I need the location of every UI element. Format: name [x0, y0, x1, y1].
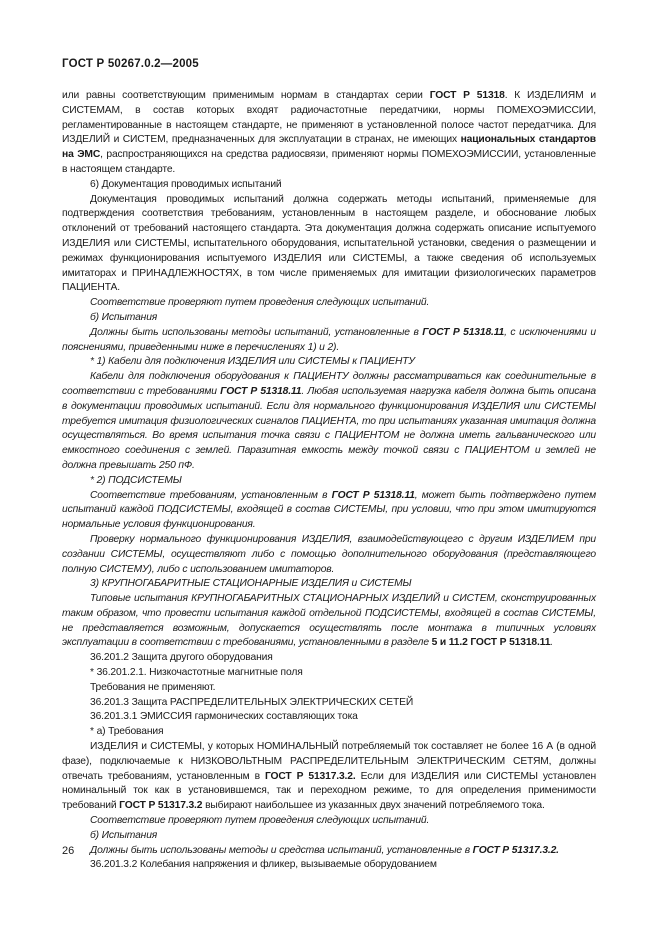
- paragraph: Проверку нормального функционирования ИЗДЕЛИЯ, взаимодействующего с другим ИЗДЕЛИЕМ при создании СИСТЕМЫ, осуществляют либо с помощью дополнительного оборудования (представляющего полную СИСТЕМУ), либо с использованием имитаторов.: [62, 533, 596, 575]
- standard-ref: ГОСТ Р 51318.11: [331, 489, 415, 501]
- paragraph: Требования не применяют.: [90, 681, 216, 693]
- standard-ref: 5 и 11.2 ГОСТ Р 51318.11: [431, 637, 551, 649]
- list-item: 3) КРУПНОГАБАРИТНЫЕ СТАЦИОНАРНЫЕ ИЗДЕЛИЯ и СИСТЕМЫ: [90, 578, 412, 590]
- section-heading: 36.201.3.2 Колебания напряжения и фликер, вызываемые оборудованием: [90, 859, 437, 871]
- paragraph: Соответствие требованиям, установленным в ГОСТ Р 51318.11, может быть подтверждено путем испытаний каждой ПОДСИСТЕМЫ, входящей в состав СИСТЕМЫ, при условии, что при этом имитируются нормальные условия функционирования.: [62, 489, 596, 531]
- section-heading: 36.201.3 Защита РАСПРЕДЕЛИТЕЛЬНЫХ ЭЛЕКТРИЧЕСКИХ СЕТЕЙ: [90, 696, 414, 708]
- paragraph: Документация проводимых испытаний должна содержать методы испытаний, применяемые для подтверждения соответствия требованиям, установленным в настоящем разделе, и обоснование любых отклонений от требований настоящего стандарта. Эта документация должна содержать описание испытуемого ИЗДЕЛИЯ или СИСТЕМЫ, испытательного оборудования, испытательной установки, сведения о размещении и режимах функционирования испытуемого ИЗДЕЛИЯ или СИСТЕМЫ, а также сведения об используемых имитаторах и ПРИНАДЛЕЖНОСТЯХ, в том числе применяемых для имитации физиологических параметров ПАЦИЕНТА.: [62, 193, 596, 294]
- list-item: б) Испытания: [90, 829, 158, 841]
- document-body: [62, 89, 596, 873]
- list-item: * а) Требования: [90, 726, 164, 738]
- paragraph: ИЗДЕЛИЯ и СИСТЕМЫ, у которых НОМИНАЛЬНЫЙ потребляемый ток составляет не более 16 А (в одной фазе), подключаемые к НИЗКОВОЛЬТНЫМ РАСПРЕДЕЛИТЕЛЬНЫМ ЭЛЕКТРИЧЕСКИМ СЕТЯМ, должны отвечать требованиям, установленным в ГОСТ Р 51317.3.2. Если для ИЗДЕЛИЯ или СИСТЕМЫ установлен номинальный ток как в установившемся, так и переходном режиме, то для определения применимости требований ГОСТ Р 51317.3.2 выбирают наибольшее из указанных двух значений потребляемого тока.: [62, 741, 596, 812]
- list-item: б) Испытания: [90, 311, 158, 323]
- compliance-note: Соответствие проверяют путем проведения следующих испытаний.: [90, 815, 430, 827]
- paragraph: Должны быть использованы методы испытаний, установленные в ГОСТ Р 51318.11, с исключениями и пояснениями, приведенными ниже в перечислениях 1) и 2).: [62, 326, 596, 353]
- standard-ref: ГОСТ Р 51318: [429, 90, 505, 101]
- list-item: * 1) Кабели для подключения ИЗДЕЛИЯ или СИСТЕМЫ к ПАЦИЕНТУ: [90, 356, 415, 368]
- section-heading: 36.201.2 Защита другого оборудования: [90, 652, 273, 664]
- standard-ref: ГОСТ Р 51318.11: [422, 326, 505, 338]
- document-header: ГОСТ Р 50267.0.2—2005: [62, 58, 199, 70]
- standard-ref: ГОСТ Р 51317.3.2: [119, 800, 203, 812]
- section-heading: * 36.201.2.1. Низкочастотные магнитные поля: [90, 667, 303, 679]
- standard-ref: ГОСТ Р 51318.11: [220, 385, 302, 397]
- paragraph: Кабели для подключения оборудования к ПАЦИЕНТУ должны рассматриваться как соединительные в соответствии с требованиями ГОСТ Р 51318.11. Любая используемая нагрузка кабеля должна быть описана в документации проводимых испытаний. Если для нормального функционирования ИЗДЕЛИЯ или СИСТЕМЫ требуется имитация физиологических сигналов ПАЦИЕНТА, то при испытаниях указанная имитация должна осуществляться. Во время испытания точка связи с ПАЦИЕНТОМ не должна иметь гальванического или емкостного соединения с землей. Паразитная емкость между точкой связи с ПАЦИЕНТОМ и землей не должна превышать 250 пФ.: [62, 371, 596, 471]
- page-number: 26: [62, 845, 75, 857]
- list-item: * 2) ПОДСИСТЕМЫ: [90, 474, 182, 486]
- section-heading: 36.201.3.1 ЭМИССИЯ гармонических составляющих тока: [90, 711, 358, 723]
- standard-ref: ГОСТ Р 51317.3.2.: [264, 770, 356, 782]
- paragraph: Должны быть использованы методы и средства испытаний, установленные в ГОСТ Р 51317.3.2.: [90, 844, 559, 856]
- emphasis: национальных стандартов на ЭМС: [62, 134, 596, 161]
- paragraph: Типовые испытания КРУПНОГАБАРИТНЫХ СТАЦИОНАРНЫХ ИЗДЕЛИЙ и СИСТЕМ, сконструированных таким образом, что провести испытания каждой отдельной ПОДСИСТЕМЫ, входящей в состав СИСТЕМЫ, не представляется возможным, допускается осуществлять после монтажа в типичных условиях эксплуатации в соответствии с требованиями, установленными в разделе 5 и 11.2 ГОСТ Р 51318.11.: [62, 593, 596, 649]
- compliance-note: Соответствие проверяют путем проведения следующих испытаний.: [90, 297, 430, 309]
- paragraph: или равны соответствующим применимым нормам в стандартах серии ГОСТ Р 51318. К ИЗДЕЛИЯМ и СИСТЕМАМ, в состав которых входят радиочастотные передатчики, нормы ПОМЕХОЭМИССИИ, регламентированные в настоящем стандарте, не применяют в установленной полосе частот передатчика. Для ИЗДЕЛИЙ и СИСТЕМ, предназначенных для эксплуатации в странах, не имеющих национальных стандартов на ЭМС, распространяющихся на средства радиосвязи, применяют нормы ПОМЕХОЭМИССИИ, установленные в настоящем стандарте.: [62, 90, 596, 175]
- list-item: 6) Документация проводимых испытаний: [90, 178, 282, 190]
- standard-ref: ГОСТ Р 51317.3.2.: [472, 844, 559, 856]
